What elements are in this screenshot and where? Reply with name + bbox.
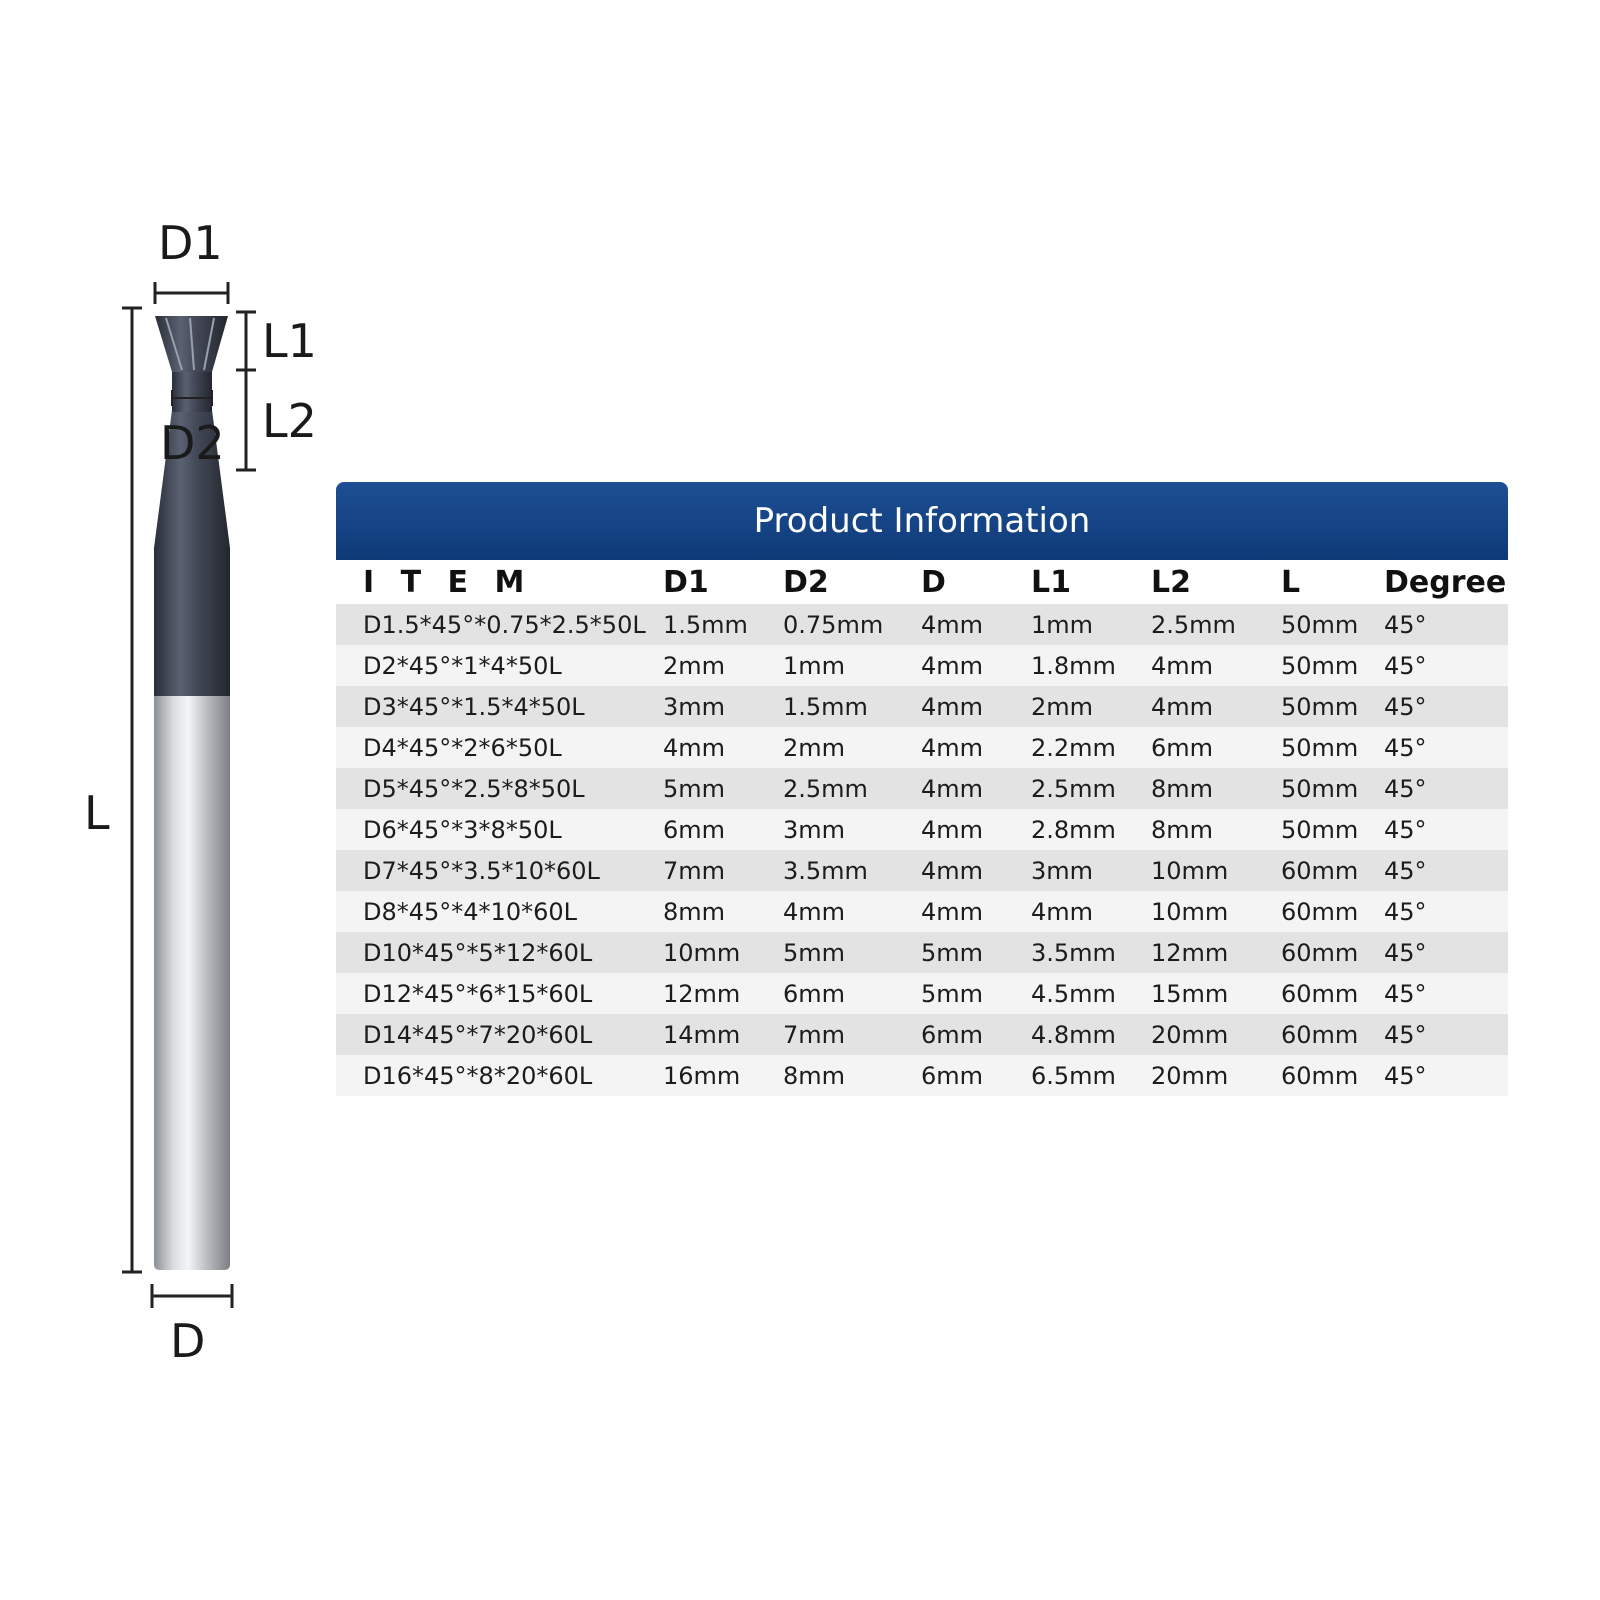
cell-item: D10*45°*5*12*60L	[363, 938, 593, 967]
cell-l2: 2.5mm	[1151, 610, 1236, 639]
cell-d1: 2mm	[663, 651, 726, 680]
cell-l2: 4mm	[1151, 692, 1214, 721]
cell-l: 60mm	[1281, 856, 1359, 885]
cell-d2: 6mm	[783, 979, 846, 1008]
cell-d: 4mm	[921, 610, 984, 639]
cell-d1: 8mm	[663, 897, 726, 926]
cell-d: 4mm	[921, 856, 984, 885]
cell-l1: 1mm	[1031, 610, 1094, 639]
table-row	[336, 1055, 1508, 1096]
cell-l1: 4mm	[1031, 897, 1094, 926]
cell-d1: 16mm	[663, 1061, 741, 1090]
cell-d2: 4mm	[783, 897, 846, 926]
cell-l1: 2mm	[1031, 692, 1094, 721]
cell-degree: 45°	[1384, 733, 1427, 762]
table-row	[336, 1014, 1508, 1055]
cell-d1: 5mm	[663, 774, 726, 803]
cell-l1: 4.8mm	[1031, 1020, 1116, 1049]
cell-l: 50mm	[1281, 774, 1359, 803]
cell-l2: 20mm	[1151, 1020, 1229, 1049]
product-information-table	[336, 482, 1508, 1096]
cell-item: D8*45°*4*10*60L	[363, 897, 578, 926]
column-header-d1: D1	[663, 564, 709, 600]
cell-d: 4mm	[921, 815, 984, 844]
cell-l2: 15mm	[1151, 979, 1229, 1008]
cell-d: 4mm	[921, 897, 984, 926]
cell-d1: 10mm	[663, 938, 741, 967]
table-row	[336, 686, 1508, 727]
end-mill-diagram	[0, 0, 330, 1400]
cell-degree: 45°	[1384, 815, 1427, 844]
cell-l: 60mm	[1281, 938, 1359, 967]
dimension-label-d2: D2	[160, 416, 225, 470]
cell-l1: 2.2mm	[1031, 733, 1116, 762]
cell-d2: 1.5mm	[783, 692, 868, 721]
cell-d: 4mm	[921, 774, 984, 803]
table-header-bar	[336, 482, 1508, 560]
cell-l2: 8mm	[1151, 815, 1214, 844]
cell-degree: 45°	[1384, 610, 1427, 639]
cell-d1: 14mm	[663, 1020, 741, 1049]
cell-l2: 12mm	[1151, 938, 1229, 967]
dimension-label-l2: L2	[262, 394, 317, 448]
cell-l: 60mm	[1281, 897, 1359, 926]
cell-l1: 2.5mm	[1031, 774, 1116, 803]
cell-d1: 6mm	[663, 815, 726, 844]
end-mill-drawing	[0, 0, 330, 1400]
cell-item: D7*45°*3.5*10*60L	[363, 856, 600, 885]
table-row	[336, 768, 1508, 809]
cell-d2: 7mm	[783, 1020, 846, 1049]
cell-d2: 5mm	[783, 938, 846, 967]
cell-item: D12*45°*6*15*60L	[363, 979, 593, 1008]
cell-degree: 45°	[1384, 979, 1427, 1008]
table-row	[336, 645, 1508, 686]
cell-l: 60mm	[1281, 1020, 1359, 1049]
cell-l1: 6.5mm	[1031, 1061, 1116, 1090]
cell-l2: 4mm	[1151, 651, 1214, 680]
table-row	[336, 850, 1508, 891]
tool-neck	[172, 370, 212, 412]
cell-d: 5mm	[921, 938, 984, 967]
cell-d1: 7mm	[663, 856, 726, 885]
cell-l1: 3.5mm	[1031, 938, 1116, 967]
cell-d: 4mm	[921, 692, 984, 721]
cell-l2: 10mm	[1151, 856, 1229, 885]
column-header-d2: D2	[783, 564, 829, 600]
table-row	[336, 973, 1508, 1014]
cell-l: 50mm	[1281, 733, 1359, 762]
cell-d1: 1.5mm	[663, 610, 748, 639]
column-header-l1: L1	[1031, 564, 1071, 600]
cell-l: 50mm	[1281, 815, 1359, 844]
table-row	[336, 809, 1508, 850]
dimension-label-d: D	[170, 1314, 206, 1368]
cell-item: D1.5*45°*0.75*2.5*50L	[363, 610, 646, 639]
cell-l: 60mm	[1281, 979, 1359, 1008]
cell-l: 50mm	[1281, 692, 1359, 721]
cell-item: D3*45°*1.5*4*50L	[363, 692, 585, 721]
cell-d2: 1mm	[783, 651, 846, 680]
cell-degree: 45°	[1384, 938, 1427, 967]
column-header-d: D	[921, 564, 946, 600]
column-header-row	[336, 560, 1508, 604]
cell-l: 50mm	[1281, 651, 1359, 680]
cell-d2: 0.75mm	[783, 610, 884, 639]
column-header-degree: Degree	[1384, 564, 1507, 600]
cell-item: D2*45°*1*4*50L	[363, 651, 562, 680]
cell-d: 4mm	[921, 651, 984, 680]
cell-item: D16*45°*8*20*60L	[363, 1061, 593, 1090]
cell-degree: 45°	[1384, 774, 1427, 803]
cell-l1: 3mm	[1031, 856, 1094, 885]
column-header-l: L	[1281, 564, 1301, 600]
dimension-label-l: L	[84, 786, 110, 840]
cell-d: 4mm	[921, 733, 984, 762]
cell-d2: 8mm	[783, 1061, 846, 1090]
cell-l1: 2.8mm	[1031, 815, 1116, 844]
cell-l2: 8mm	[1151, 774, 1214, 803]
cell-l1: 4.5mm	[1031, 979, 1116, 1008]
cell-d2: 2mm	[783, 733, 846, 762]
column-header-l2: L2	[1151, 564, 1191, 600]
tool-shank	[154, 690, 230, 1270]
column-header-item: I T E M	[363, 564, 533, 600]
cell-l2: 20mm	[1151, 1061, 1229, 1090]
cell-degree: 45°	[1384, 1020, 1427, 1049]
cell-d: 6mm	[921, 1061, 984, 1090]
cell-d: 6mm	[921, 1020, 984, 1049]
cell-l2: 6mm	[1151, 733, 1214, 762]
cell-item: D5*45°*2.5*8*50L	[363, 774, 585, 803]
cell-degree: 45°	[1384, 856, 1427, 885]
cell-l: 50mm	[1281, 610, 1359, 639]
cell-d2: 2.5mm	[783, 774, 868, 803]
table-title: Product Information	[753, 501, 1091, 541]
tool-coated-body	[154, 548, 230, 696]
cell-d1: 3mm	[663, 692, 726, 721]
dimension-label-d1: D1	[158, 216, 223, 270]
cell-l2: 10mm	[1151, 897, 1229, 926]
cell-item: D4*45°*2*6*50L	[363, 733, 562, 762]
table-row	[336, 727, 1508, 768]
cell-d: 5mm	[921, 979, 984, 1008]
cell-item: D14*45°*7*20*60L	[363, 1020, 593, 1049]
cell-l: 60mm	[1281, 1061, 1359, 1090]
cell-degree: 45°	[1384, 651, 1427, 680]
cell-d2: 3.5mm	[783, 856, 868, 885]
cell-l1: 1.8mm	[1031, 651, 1116, 680]
table-row	[336, 891, 1508, 932]
dimension-label-l1: L1	[262, 314, 317, 368]
cell-degree: 45°	[1384, 1061, 1427, 1090]
table-row	[336, 604, 1508, 645]
cell-d1: 12mm	[663, 979, 741, 1008]
cell-degree: 45°	[1384, 692, 1427, 721]
cell-d2: 3mm	[783, 815, 846, 844]
cell-degree: 45°	[1384, 897, 1427, 926]
table-row	[336, 932, 1508, 973]
cell-item: D6*45°*3*8*50L	[363, 815, 562, 844]
cell-d1: 4mm	[663, 733, 726, 762]
